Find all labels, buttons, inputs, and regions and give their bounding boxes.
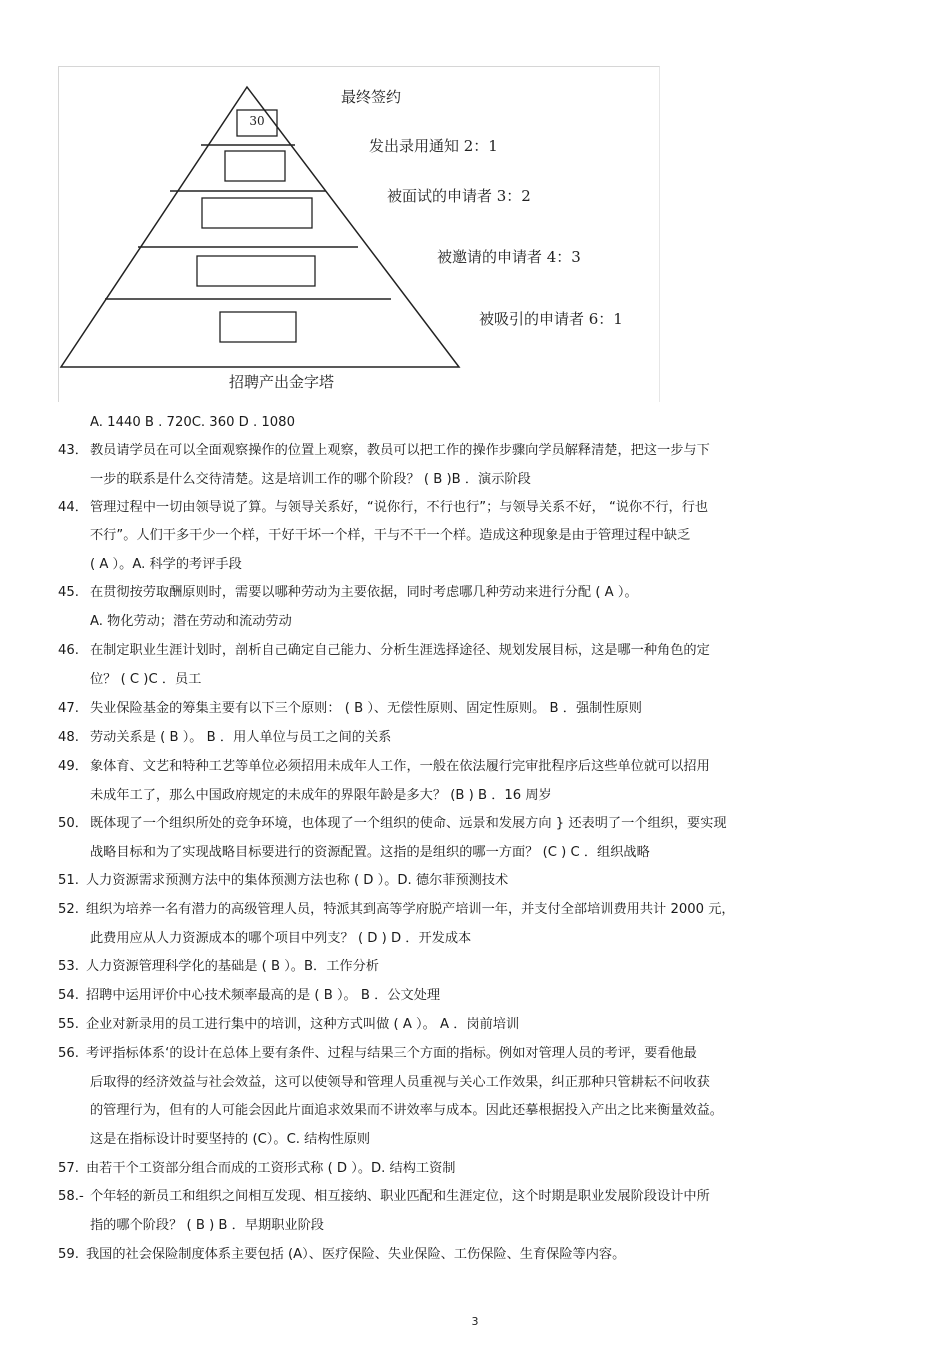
question-text: 考评指标体系‘的设计在总体上要有条件、过程与结果三个方面的指标。例如对管理人员的考评，要看他最 — [86, 1046, 697, 1061]
question-text: 失业保险基金的筹集主要有以下三个原则： ( B ）、无偿性原则、固定性原则。 B ．强制性原则 — [90, 701, 642, 716]
question-text: 位？ ( C )C ．员工 — [90, 672, 202, 687]
question-text: 此费用应从人力资源成本的哪个项目中列支？ ( D ) D ．开发成本 — [90, 931, 472, 946]
question-number: 46. — [58, 643, 79, 658]
question-text: 战略目标和为了实现战略目标要进行的资源配置。这指的是组织的哪一方面？ (C ) C ．组织战略 — [90, 845, 650, 860]
question-text: A. 物化劳动；潜在劳动和流动劳动 — [90, 614, 292, 629]
question-text: ( A ）。A. 科学的考评手段 — [90, 557, 242, 572]
question-text: 一步的联系是什么交待清楚。这是培训工作的哪个阶段？ ( B )B ．演示阶段 — [90, 472, 531, 487]
question-number: 52. — [58, 902, 79, 917]
question-number: 59. — [58, 1247, 79, 1262]
tier-box-2 — [225, 151, 285, 181]
question-text: 既体现了一个组织所处的竞争环境，也体现了一个组织的使命、远景和发展方向 } 还表明了一个组织，要实现 — [90, 816, 727, 831]
question-number: 45. — [58, 585, 79, 600]
question-text: 由若干个工资部分组合而成的工资形式称 ( D ）。D. 结构工资制 — [86, 1161, 456, 1176]
question-number: 47. — [58, 701, 79, 716]
question-text: 组织为培养一名有潜力的高级管理人员，特派其到高等学府脱产培训一年，并支付全部培训费用共计 2000 元， — [86, 902, 735, 917]
pyramid-outline — [61, 87, 459, 367]
question-text: 个年轻的新员工和组织之间相互发现、相互接纳、职业匹配和生涯定位，这个时期是职业发展阶段设计中所 — [90, 1189, 710, 1204]
recruitment-pyramid-figure — [58, 66, 660, 402]
question-text: 象体育、文艺和特种工艺等单位必须招用未成年人工作，一般在依法履行完审批程序后这些单位就可以招用 — [90, 759, 710, 774]
question-number: 43． — [58, 443, 88, 458]
question-number: 56. — [58, 1046, 79, 1061]
question-text: 招聘中运用评价中心技术频率最高的是 ( B ）。 B ．公文处理 — [86, 988, 441, 1003]
tier-box-5 — [220, 312, 296, 342]
question-text: 劳动关系是 ( B ）。 B ．用人单位与员工之间的关系 — [90, 730, 392, 745]
tier-label-3: 被邀请的申请者 4：3 — [437, 248, 581, 266]
question-text: 不行”。人们干多干少一个样，干好干坏一个样，干与不干一个样。造成这种现象是由于管理过程中缺乏 — [90, 528, 691, 543]
question-text: 管理过程中一切由领导说了算。与领导关系好，“说你行，不行也行”；与领导关系不好， “说你不行，行也 — [90, 500, 709, 515]
question-number: 53. — [58, 959, 79, 974]
question-number: 57. — [58, 1161, 79, 1176]
question-number: 55. — [58, 1017, 79, 1032]
tier-label-1: 发出录用通知 2：1 — [369, 137, 498, 155]
question-number: 50． — [58, 816, 88, 831]
question-text: 企业对新录用的员工进行集中的培训，这种方式叫做 ( A ）。 A ．岗前培训 — [86, 1017, 520, 1032]
question-number: 48. — [58, 730, 79, 745]
figure-caption: 招聘产出金字塔 — [229, 373, 335, 391]
tier-label-4: 被吸引的申请者 6：1 — [479, 310, 623, 328]
page-number: 3 — [471, 1315, 479, 1328]
question-text: 未成年工了，那么中国政府规定的未成年的界限年龄是多大？ (B ) B ．16 周岁 — [90, 788, 552, 803]
question-text: 这是在指标设计时要坚持的 (C）。C. 结构性原则 — [90, 1132, 371, 1147]
question-text: 在制定职业生涯计划时，剖析自己确定自己能力、分析生涯选择途径、规划发展目标，这是哪一种角色的定 — [90, 643, 710, 658]
question-number: 54. — [58, 988, 79, 1003]
question-text: 人力资源需求预测方法中的集体预测方法也称 ( D ）。D. 德尔菲预测技术 — [86, 873, 509, 888]
tier-box-3 — [202, 198, 312, 228]
question-text: 的管理行为，但有的人可能会因此片面追求效果而不讲效率与成本。因此还摹根据投入产出之比来衡量效益。 — [90, 1103, 723, 1118]
pyramid-drawing — [59, 67, 661, 403]
tier1-value: 30 — [249, 114, 265, 128]
question-text: 指的哪个阶段？ ( B ) B ．早期职业阶段 — [90, 1218, 324, 1233]
question-text: 教员请学员在可以全面观察操作的位置上观察，教员可以把工作的操作步骤向学员解释清楚，把这一步与下 — [90, 443, 710, 458]
tier-box-4 — [197, 256, 315, 286]
question-text: 人力资源管理科学化的基础是 ( B ）。B．工作分析 — [86, 959, 379, 974]
question-text: 在贯彻按劳取酬原则时，需要以哪种劳动为主要依据，同时考虑哪几种劳动来进行分配 ( A ）。 — [90, 585, 638, 600]
question-text: 后取得的经济效益与社会效益，这可以使领导和管理人员重视与关心工作效果，纠正那种只管耕耘不问收获 — [90, 1075, 710, 1090]
question-number: 44． — [58, 500, 88, 515]
question-number: 49． — [58, 759, 88, 774]
question-number: 58.- — [58, 1189, 84, 1204]
tier-label-2: 被面试的申请者 3：2 — [387, 187, 531, 205]
question-number: 51. — [58, 873, 79, 888]
q42-options: A. 1440 B . 720C. 360 D . 1080 — [90, 415, 295, 430]
top-label: 最终签约 — [341, 88, 402, 106]
question-text: 我国的社会保险制度体系主要包括 (A）、医疗保险、失业保险、工伤保险、生育保险等内容。 — [86, 1247, 626, 1262]
